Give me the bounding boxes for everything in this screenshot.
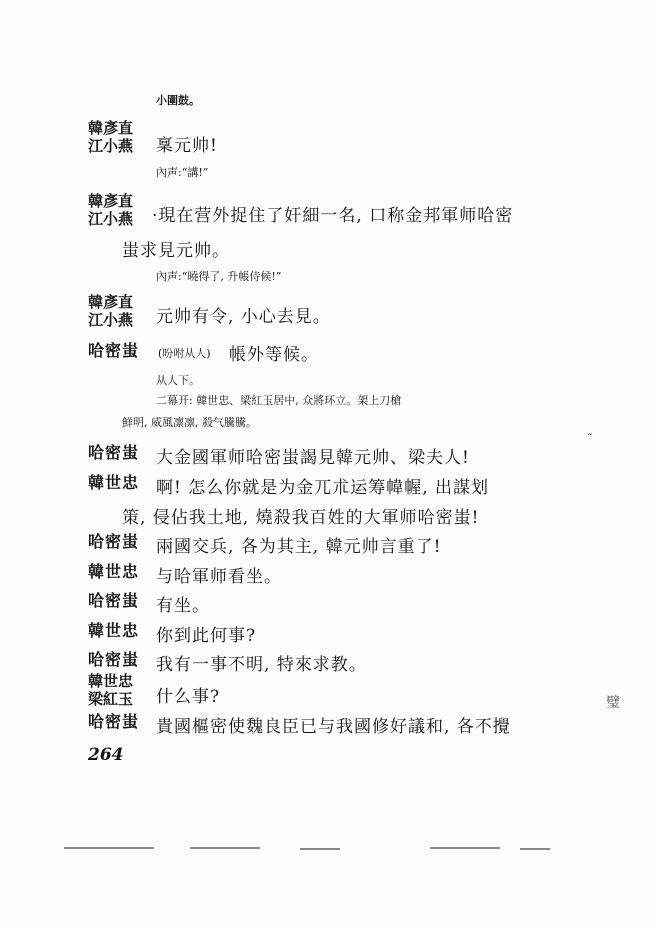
scan-speckle	[520, 848, 550, 850]
dialogue-line: 稟元帅!	[156, 136, 218, 156]
dialogue-line: 啊! 怎么你就是为金兀朮运筹幃幄, 出謀划	[156, 478, 490, 498]
scan-speckle	[430, 847, 500, 849]
speaker-name: 江小燕	[88, 137, 134, 155]
stage-direction: 从人下。	[156, 374, 200, 387]
speaker-name: 哈密蚩	[88, 712, 140, 731]
dialogue-line: 兩國交兵, 各为其主, 韓元帅言重了!	[156, 537, 442, 557]
dialogue-line: 帳外等候。	[229, 345, 319, 365]
stage-direction: 內声:“曉得了, 升帳侍候!”	[156, 270, 282, 283]
speaker-name: 韓彥直	[88, 119, 134, 137]
scan-speckle	[64, 847, 154, 849]
dialogue-line: 大金國軍师哈密蚩謁見韓元帅、梁夫人!	[156, 448, 470, 468]
dialogue-line: ·現在营外捉住了奸細一名, 口称金邦軍师哈密	[152, 206, 514, 226]
speaker-name: 哈密蚩	[88, 591, 140, 610]
speaker-name: 哈密蚩	[88, 443, 140, 462]
speaker-name: 江小燕	[88, 311, 134, 329]
scan-speckle	[190, 847, 260, 849]
dialogue-line: 我有一事不明, 特來求教。	[156, 655, 367, 675]
stage-direction: 小圍鼓。	[156, 94, 200, 107]
speaker-name: 韓世忠	[88, 473, 140, 492]
dialogue-line: 有坐。	[156, 596, 210, 616]
dialogue-line: 策, 侵佔我土地, 燒殺我百姓的大軍师哈密蚩!	[122, 508, 480, 528]
dialogue-line: 元帅有令, 小心去見。	[156, 307, 331, 327]
stage-direction: 二幕开: 韓世忠、梁紅玉居中, 众將环立。架上刀槍	[156, 394, 402, 407]
dialogue-line: 你到此何事?	[156, 626, 257, 646]
speaker-name: 哈密蚩	[88, 650, 140, 669]
dialogue-line: 貴國樞密使魏良臣已与我國修好議和, 各不攪	[156, 717, 511, 737]
speaker-name: 韓世忠	[88, 672, 134, 690]
speaker-name: 韓世忠	[88, 562, 140, 581]
speaker-name: 哈密蚩	[88, 341, 140, 360]
scan-mark: ˜	[587, 432, 593, 446]
speaker-name: 哈密蚩	[88, 532, 140, 551]
scan-speckle	[300, 848, 340, 850]
speaker-name: 韓彥直	[88, 192, 134, 210]
dialogue-line: 蚩求見元帅。	[122, 241, 230, 261]
speaker-name: 韓彥直	[88, 293, 134, 311]
speaker-name: 江小燕	[88, 210, 134, 228]
stage-aside: (吩咐从人)	[158, 347, 211, 360]
page-number: 264	[88, 745, 124, 765]
dialogue-line: 什么事?	[156, 687, 221, 707]
stage-direction: 內声:“講!”	[156, 166, 209, 179]
scan-mark: 璧	[606, 695, 620, 711]
speaker-name: 韓世忠	[88, 621, 140, 640]
stage-direction: 鮮明, 威風凛凛, 殺气騰騰。	[122, 416, 257, 429]
dialogue-line: 与哈軍师看坐。	[156, 567, 282, 587]
speaker-name: 梁紅玉	[88, 690, 134, 708]
